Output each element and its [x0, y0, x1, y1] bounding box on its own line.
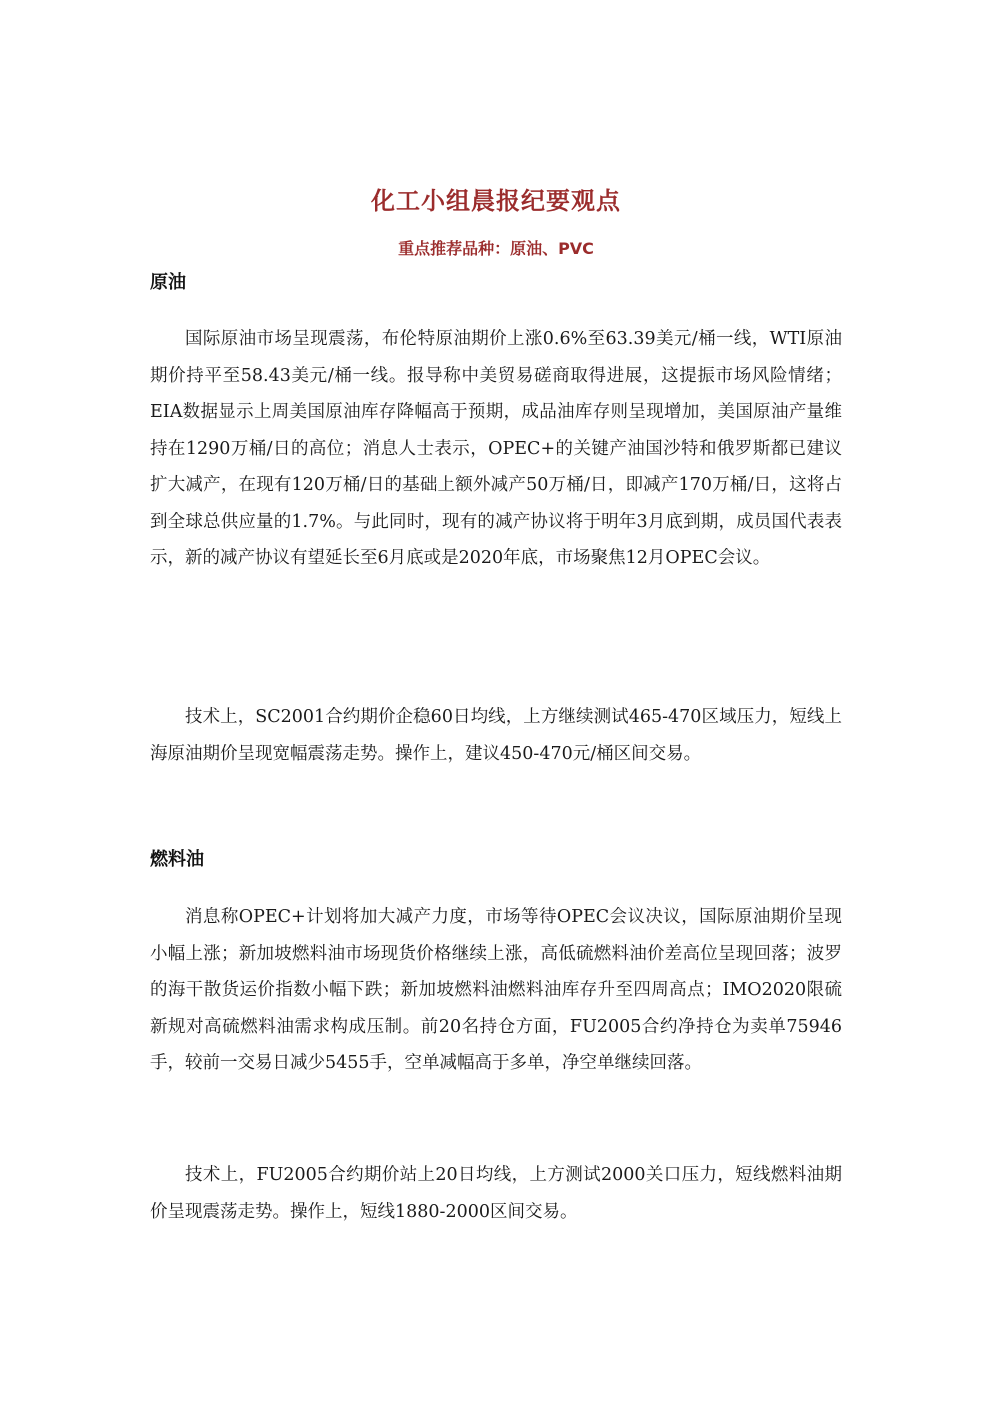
- crude-oil-paragraph-technical: 技术上，SC2001合约期价企稳60日均线，上方继续测试465-470区域压力，短线上海原油期价呈现宽幅震荡走势。操作上，建议450-470元/桶区间交易。: [150, 707, 842, 764]
- fuel-oil-paragraph-fundamentals: 消息称OPEC+计划将加大减产力度，市场等待OPEC会议决议，国际原油期价呈现小幅上涨；新加坡燃料油市场现货价格继续上涨，高低硫燃料油价差高位呈现回落；波罗的海干散货运价指数小幅下跌；新加坡燃料油燃料油库存升至四周高点；IMO2020限硫新规对高硫燃料油需求构成压制。前20名持仓方面，FU2005合约净持仓为卖单75946手，较前一交易日减少5455手，空单减幅高于多单，净空单继续回落。: [150, 907, 842, 1073]
- fuel-oil-paragraph-technical: 技术上，FU2005合约期价站上20日均线，上方测试2000关口压力，短线燃料油期价呈现震荡走势。操作上，短线1880-2000区间交易。: [150, 1165, 842, 1222]
- section-heading-fuel-oil: 燃料油: [150, 849, 204, 870]
- section-heading-crude-oil: 原油: [150, 272, 186, 293]
- document-subtitle: 重点推荐品种：原油、PVC: [398, 239, 594, 258]
- crude-oil-paragraph-fundamentals: 国际原油市场呈现震荡，布伦特原油期价上涨0.6%至63.39美元/桶一线，WTI原油期价持平至58.43美元/桶一线。报导称中美贸易磋商取得进展，这提振市场风险情绪；EIA数据显示上周美国原油库存降幅高于预期，成品油库存则呈现增加，美国原油产量维持在1290万桶/日的高位；消息人士表示，OPEC+的关键产油国沙特和俄罗斯都已建议扩大减产，在现有120万桶/日的基础上额外减产50万桶/日，即减产170万桶/日，这将占到全球总供应量的1.7%。与此同时，现有的减产协议将于明年3月底到期，成员国代表表示，新的减产协议有望延长至6月底或是2020年底，市场聚焦12月OPEC会议。: [150, 329, 842, 568]
- document-title: 化工小组晨报纪要观点: [371, 187, 621, 215]
